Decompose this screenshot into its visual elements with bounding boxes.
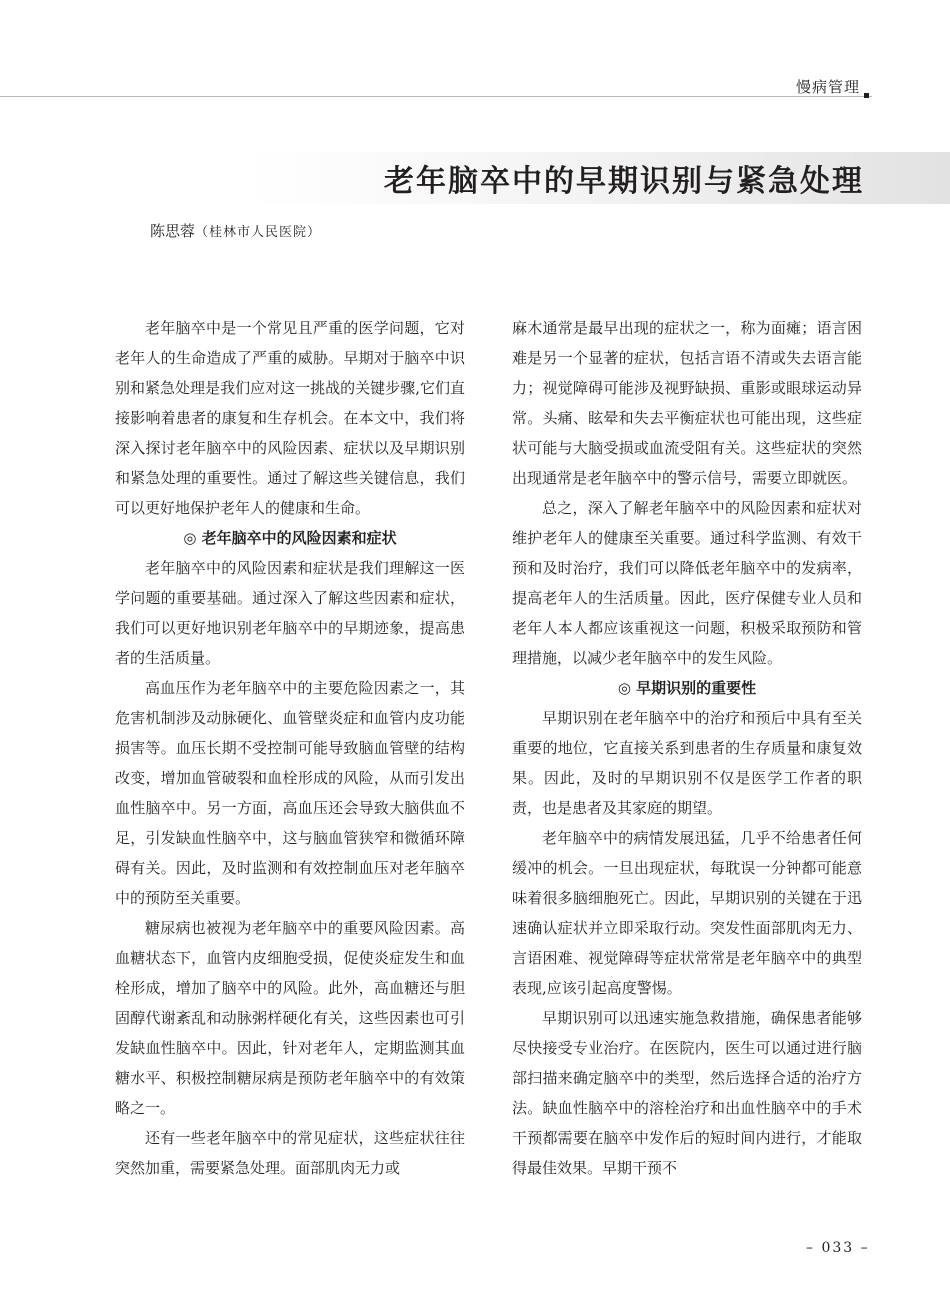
body-paragraph: 还有一些老年脑卒中的常见症状，这些症状往往突然加重，需要紧急处理。面部肌肉无力或 [115, 1129, 465, 1177]
header-rule [0, 96, 872, 97]
left-column [115, 313, 465, 1183]
body-paragraph: 糖尿病也被视为老年脑卒中的重要风险因素。高血糖状态下，血管内皮细胞受损，促使炎症发生和血栓形成，增加了脑卒中的风险。此外，高血糖还与胆固醇代谢紊乱和动脉粥样硬化有关，这些因素也可引发缺血性脑卒中。因此，针对老年人，定期监测其血糖水平、积极控制糖尿病是预防老年脑卒中的有效策略之一。 [115, 919, 465, 1117]
section-heading: ◎ 早期识别的重要性 [617, 679, 757, 697]
body-paragraph: 老年脑卒中的风险因素和症状是我们理解这一医学问题的重要基础。通过深入了解这些因素和症状，我们可以更好地识别老年脑卒中的早期迹象，提高患者的生活质量。 [115, 559, 465, 667]
body-paragraph: 麻木通常是最早出现的症状之一，称为面瘫；语言困难是另一个显著的症状，包括言语不清或失去语言能力；视觉障碍可能涉及视野缺损、重影或眼球运动异常。头痛、眩晕和失去平衡症状也可能出现，这些症状可能与大脑受损或血流受阻有关。这些症状的突然出现通常是老年脑卒中的警示信号，需要立即就医。 [512, 319, 862, 487]
body-paragraph: 早期识别在老年脑卒中的治疗和预后中具有至关重要的地位，它直接关系到患者的生存质量和康复效果。因此，及时的早期识别不仅是医学工作者的职责，也是患者及其家庭的期望。 [512, 709, 862, 817]
body-paragraph: 老年脑卒中是一个常见且严重的医学问题，它对老年人的生命造成了严重的威胁。早期对于脑卒中识别和紧急处理是我们应对这一挑战的关键步骤,它们直接影响着患者的康复和生存机会。在本文中，我们将深入探讨老年脑卒中的风险因素、症状以及早期识别和紧急处理的重要性。通过了解这些关键信息，我们可以更好地保护老年人的健康和生命。 [115, 319, 465, 517]
body-paragraph: 老年脑卒中的病情发展迅猛，几乎不给患者任何缓冲的机会。一旦出现症状，每耽误一分钟都可能意味着很多脑细胞死亡。因此，早期识别的关键在于迅速确认症状并立即采取行动。突发性面部肌肉无力、言语困难、视觉障碍等症状常常是老年脑卒中的典型表现,应该引起高度警惕。 [512, 829, 862, 997]
body-paragraph: 高血压作为老年脑卒中的主要危险因素之一，其危害机制涉及动脉硬化、血管壁炎症和血管内皮功能损害等。血压长期不受控制可能导致脑血管壁的结构改变，增加血管破裂和血栓形成的风险，从而引发出血性脑卒中。另一方面，高血压还会导致大脑供血不足，引发缺血性脑卒中，这与脑血管狭窄和微循环障碍有关。因此，及时监测和有效控制血压对老年脑卒中的预防至关重要。 [115, 679, 465, 907]
section-heading: ◎ 老年脑卒中的风险因素和症状 [183, 529, 397, 547]
article-title: 老年脑卒中的早期识别与紧急处理 [384, 164, 864, 199]
section-marker-dot [864, 93, 869, 98]
author-name: 陈思蓉 [150, 222, 196, 240]
page-number: – 033 – [806, 1240, 870, 1256]
section-label: 慢病管理 [795, 78, 860, 96]
author-affiliation: （桂林市人民医院） [195, 225, 322, 240]
body-paragraph: 总之，深入了解老年脑卒中的风险因素和症状对维护老年人的健康至关重要。通过科学监测、有效干预和及时治疗，我们可以降低老年脑卒中的发病率，提高老年人的生活质量。因此，医疗保健专业人员和老年人本人都应该重视这一问题，积极采取预防和管理措施，以减少老年脑卒中的发生风险。 [512, 499, 862, 667]
author-line [150, 220, 321, 241]
right-column [512, 313, 862, 1183]
body-paragraph: 早期识别可以迅速实施急救措施，确保患者能够尽快接受专业治疗。在医院内，医生可以通过进行脑部扫描来确定脑卒中的类型，然后选择合适的治疗方法。缺血性脑卒中的溶栓治疗和出血性脑卒中的手术干预都需要在脑卒中发作后的短时间内进行，才能取得最佳效果。早期干预不 [512, 1009, 862, 1177]
